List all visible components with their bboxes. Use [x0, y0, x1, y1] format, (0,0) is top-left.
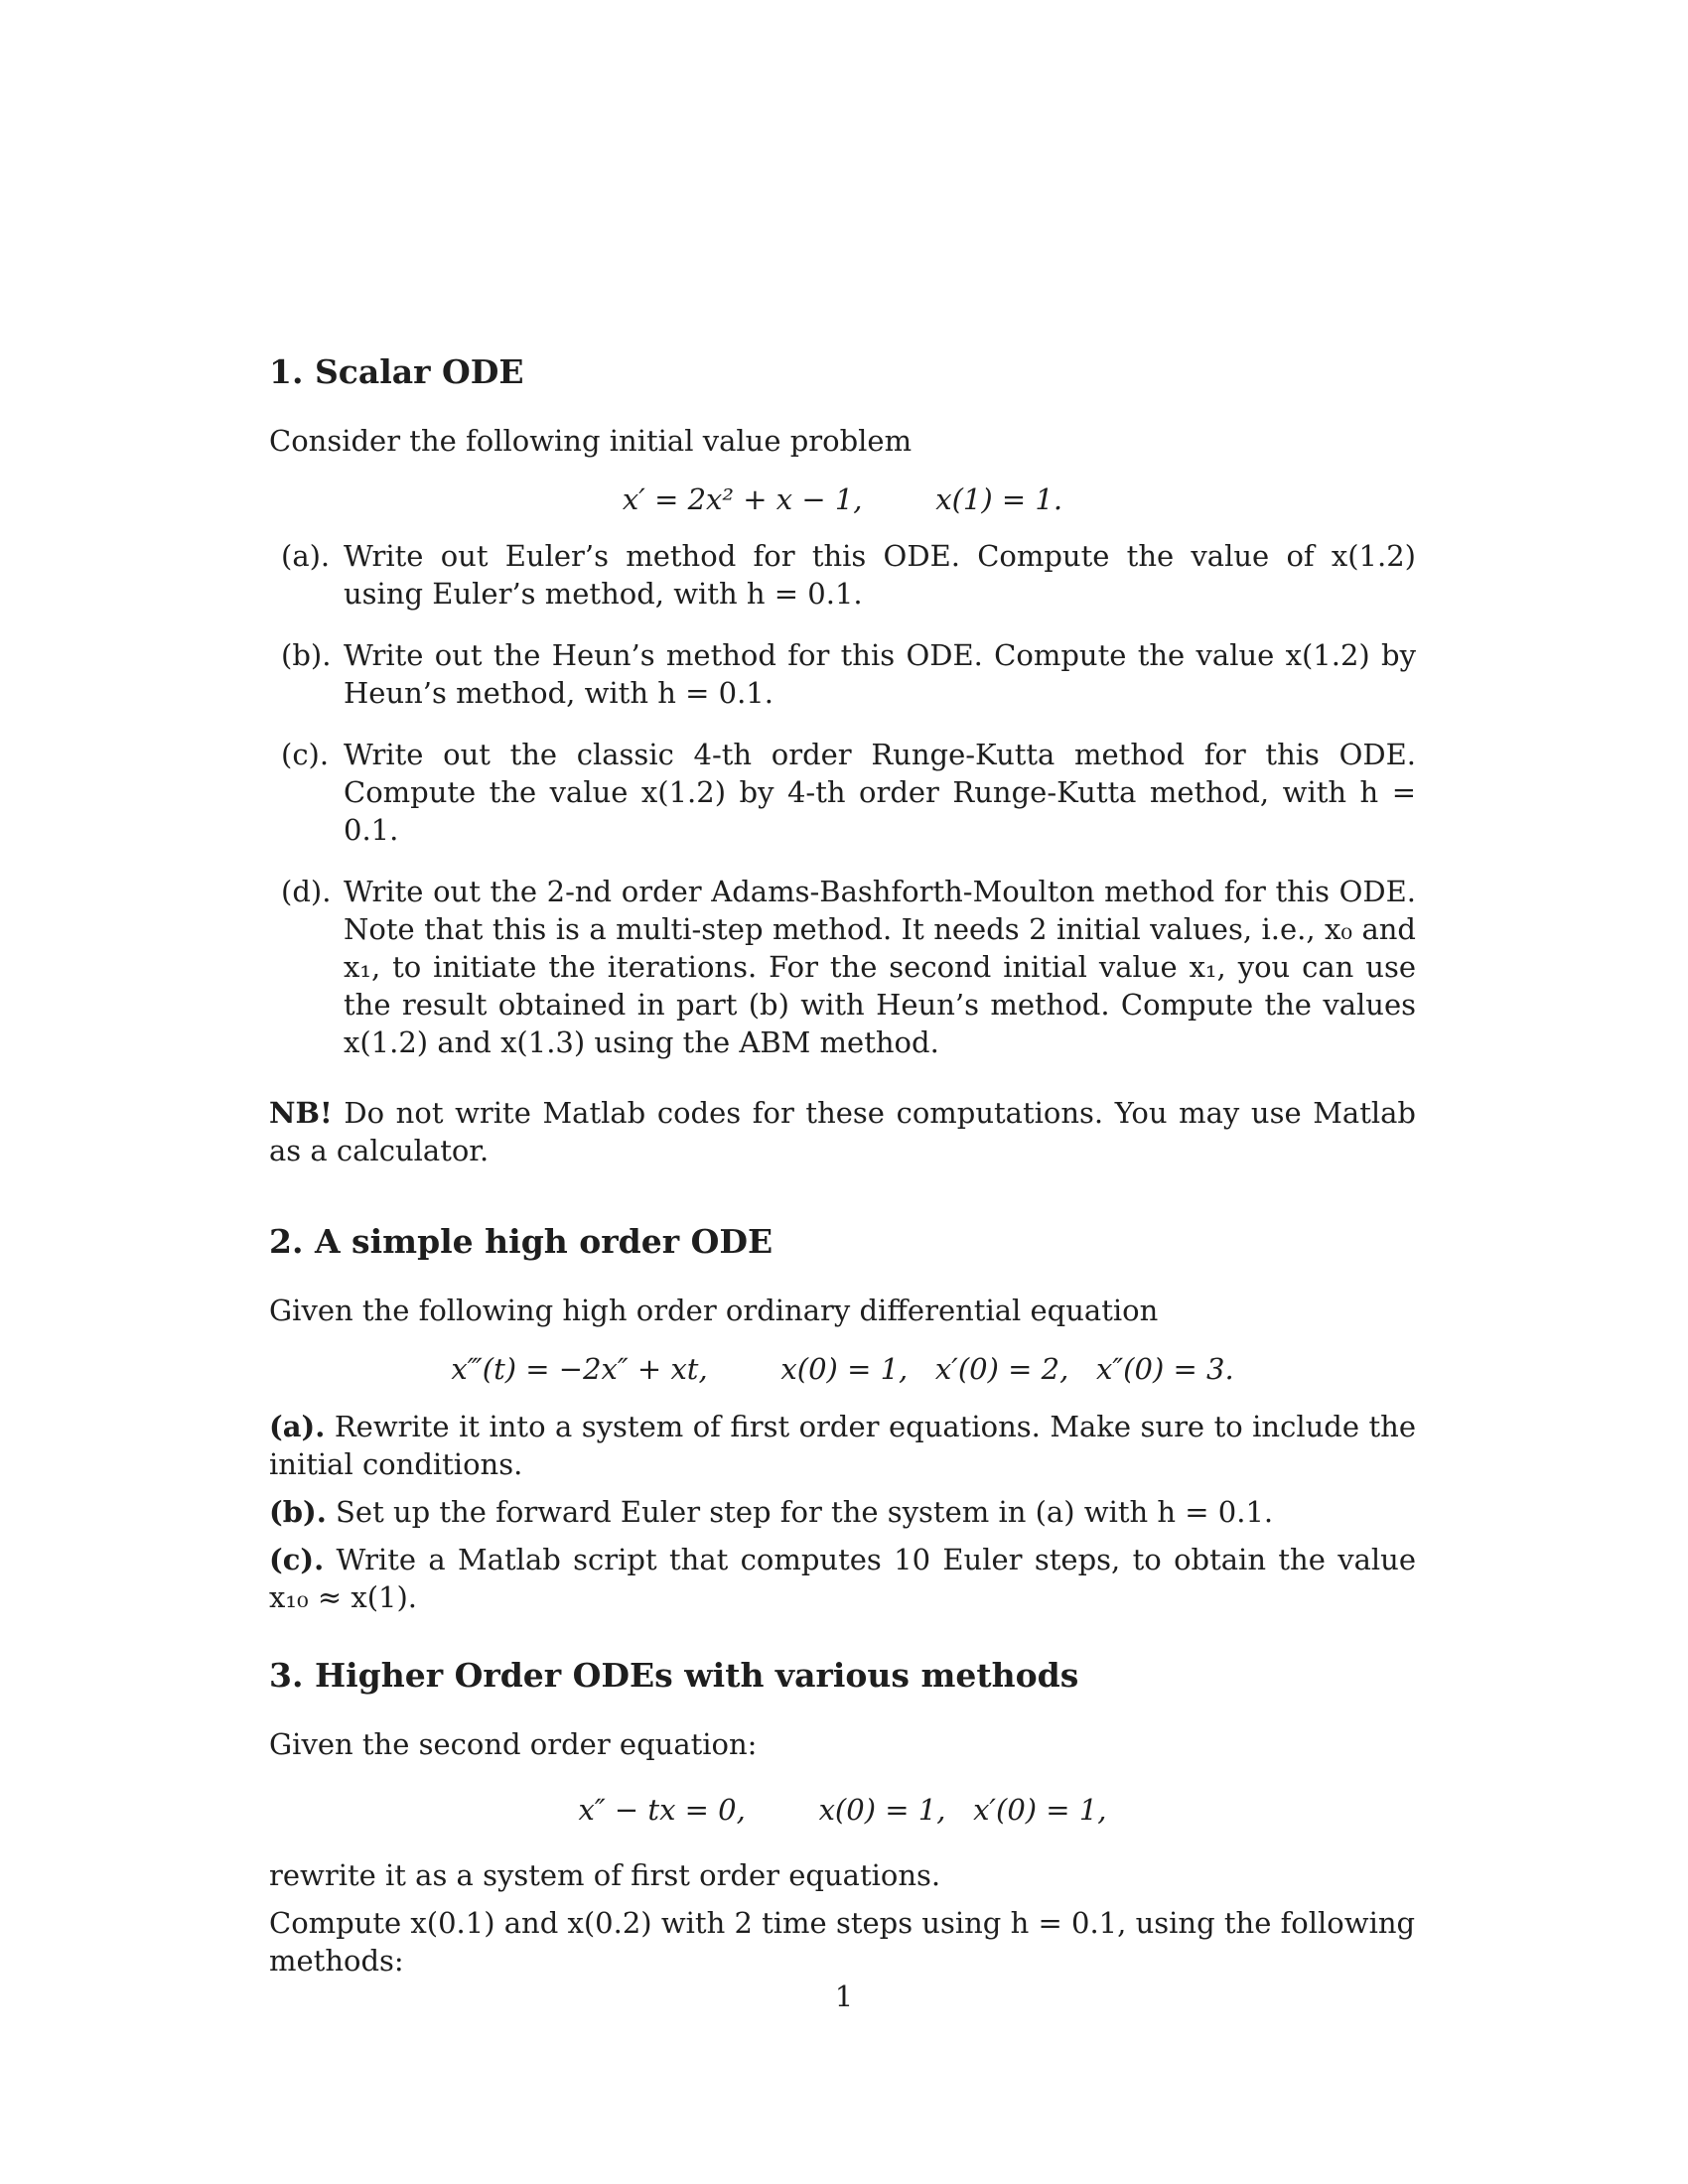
section-3-compute: Compute x(0.1) and x(0.2) with 2 time steps using h = 0.1, using the following methods: [269, 1906, 1416, 1978]
item-text: Write out the classic 4-th order Runge-Kutta method for this ODE. Compute the value x(1.2) by 4-th order Runge-Kutta method, with h = 0.1. [344, 738, 1416, 847]
item-text: Write out Euler’s method for this ODE. Compute the value of x(1.2) using Euler’s method, with h = 0.1. [344, 539, 1416, 611]
section-3-title: 3. Higher Order ODEs with various methods [269, 1656, 1079, 1695]
item-text: Write out the Heun’s method for this ODE. Compute the value x(1.2) by Heun’s method, with h = 0.1. [344, 638, 1416, 710]
list-item [269, 1408, 1416, 1483]
section-1-items [269, 537, 1416, 1061]
page-number: 1 [834, 1979, 854, 2013]
section-3-equation: x″ − tx = 0, x(0) = 1, x′(0) = 1, [578, 1793, 1107, 1827]
nb-note [269, 1094, 1416, 1169]
page-content [269, 352, 1416, 1979]
list-item [269, 1541, 1416, 1616]
section-1-intro: Consider the following initial value problem [269, 424, 913, 458]
section-2-title: 2. A simple high order ODE [269, 1222, 774, 1261]
section-1-equation: x′ = 2x² + x − 1, x(1) = 1. [622, 482, 1063, 516]
section-2-equation: x‴(t) = −2x″ + xt, x(0) = 1, x′(0) = 2, x″(0) = 3. [451, 1352, 1234, 1386]
item-label: (b). [281, 638, 332, 672]
item-label: (c). [269, 1543, 325, 1576]
item-text: Write out the 2-nd order Adams-Bashforth-Moulton method for this ODE. Note that this is a multi-step method. It needs 2 initial values, i.e., x₀ and x₁, to initiate the iterations. For the second initial value x₁, you can use the result obtained in part (b) with Heun’s method. Compute the values x(1.2) and x(1.3) using the ABM method. [344, 875, 1416, 1059]
list-item [269, 736, 1416, 849]
section-1-title: 1. Scalar ODE [269, 352, 524, 391]
list-item [269, 636, 1416, 712]
nb-label: NB! [269, 1096, 333, 1130]
list-item [269, 537, 1416, 613]
section-3-after: rewrite it as a system of first order equations. [269, 1858, 941, 1892]
item-text: Set up the forward Euler step for the system in (a) with h = 0.1. [326, 1495, 1274, 1529]
item-label: (a). [281, 539, 331, 573]
item-label: (a). [269, 1410, 326, 1443]
item-label: (d). [281, 875, 332, 908]
item-label: (b). [269, 1495, 327, 1529]
item-label: (c). [281, 738, 330, 771]
list-item [269, 873, 1416, 1061]
list-item [269, 1493, 1416, 1531]
section-3-intro: Given the second order equation: [269, 1727, 758, 1761]
nb-text: Do not write Matlab codes for these computations. You may use Matlab as a calculator. [269, 1096, 1416, 1167]
section-2-intro: Given the following high order ordinary differential equation [269, 1294, 1159, 1327]
item-text: Write a Matlab script that computes 10 Euler steps, to obtain the value x₁₀ ≈ x(1). [269, 1543, 1416, 1614]
item-text: Rewrite it into a system of first order equations. Make sure to include the initial conditions. [269, 1410, 1416, 1481]
